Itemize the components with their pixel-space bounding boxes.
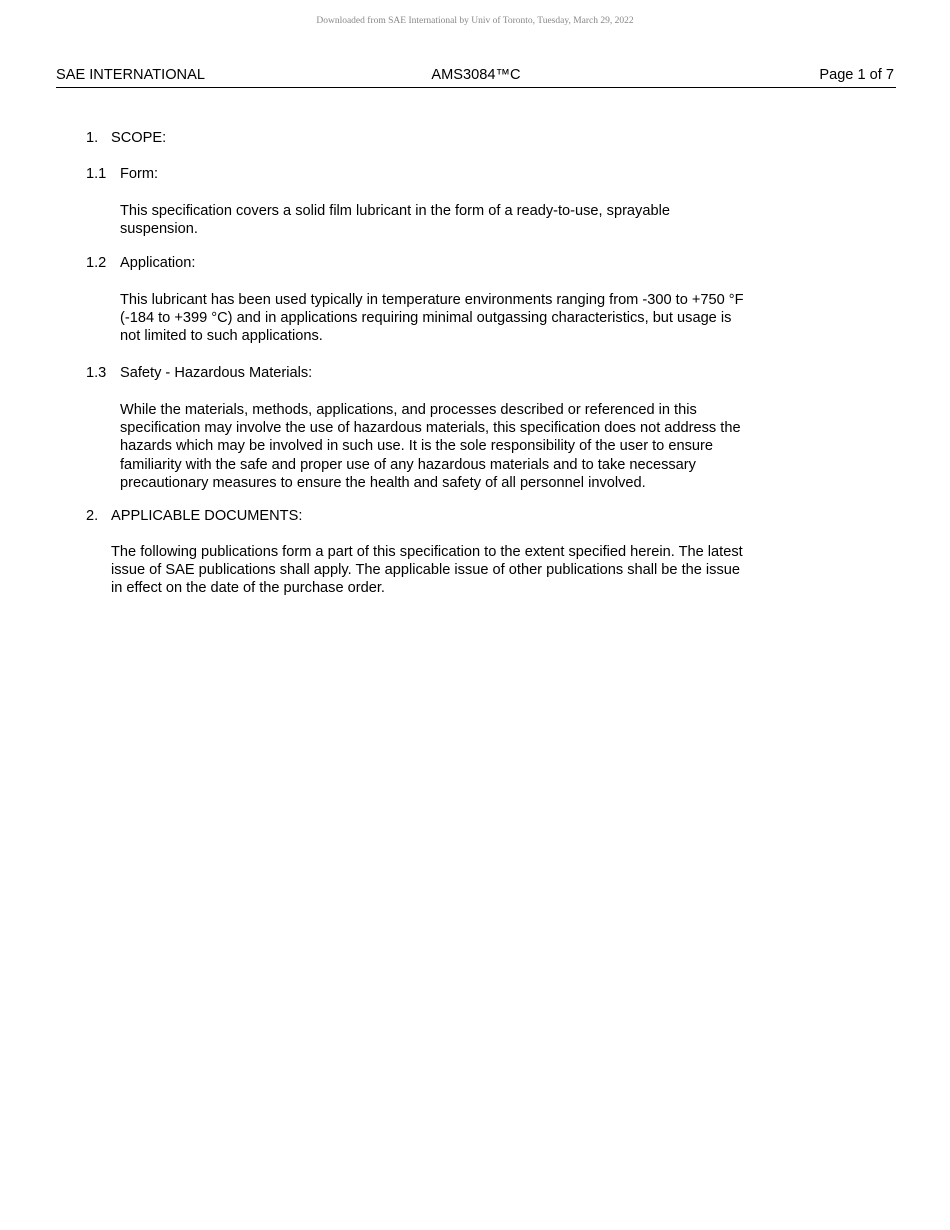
paragraph-line: suspension. <box>120 221 198 238</box>
paragraph-line: While the materials, methods, applications, and processes described or referenced in this <box>120 402 697 418</box>
paragraph-line: specification may involve the use of hazardous materials, this specification does not address the <box>120 420 741 437</box>
paragraph-line: not limited to such applications. <box>120 328 323 345</box>
section-number: 1.2 <box>86 255 107 271</box>
section-title: Application: <box>120 255 196 271</box>
section-number: 1.1 <box>86 166 107 182</box>
section-number: 1. <box>86 130 99 146</box>
section-1-3-paragraph <box>120 401 741 492</box>
paragraph-line: precautionary measures to ensure the health and safety of all personnel involved. <box>120 474 646 491</box>
paragraph-line: This specification covers a solid film lubricant in the form of a ready-to-use, sprayable <box>120 203 670 219</box>
section-title: Safety - Hazardous Materials: <box>120 365 313 381</box>
header-publisher: SAE INTERNATIONAL <box>56 67 205 83</box>
section-number: 2. <box>86 508 99 524</box>
paragraph-line: The following publications form a part of this specification to the extent specified herein. The latest <box>111 544 743 560</box>
paragraph-line: hazards which may be involved in such use. It is the sole responsibility of the user to ensure <box>120 438 713 455</box>
section-2-paragraph <box>111 543 743 598</box>
paragraph-line: familiarity with the safe and proper use of any hazardous materials and to take necessary <box>120 456 696 473</box>
section-title: Form: <box>120 166 159 182</box>
paragraph-line: in effect on the date of the purchase order. <box>111 580 385 597</box>
download-note: Downloaded from SAE International by Univ of Toronto, Tuesday, March 29, 2022 <box>316 16 634 26</box>
paragraph-line: (-184 to +399 °C) and in applications requiring minimal outgassing characteristics, but usage is <box>120 310 732 327</box>
paragraph-line: This lubricant has been used typically in temperature environments ranging from -300 to +750 °F <box>120 292 744 308</box>
section-1-1-paragraph <box>120 202 670 238</box>
header-page-number: Page 1 of 7 <box>819 67 894 83</box>
page-header <box>56 66 896 88</box>
header-document-id: AMS3084™C <box>431 67 521 83</box>
section-title: APPLICABLE DOCUMENTS: <box>111 508 303 524</box>
paragraph-line: issue of SAE publications shall apply. The applicable issue of other publications shall be the issue <box>111 562 740 579</box>
section-number: 1.3 <box>86 365 107 381</box>
section-title: SCOPE: <box>111 130 167 146</box>
section-1-2-paragraph <box>120 291 744 346</box>
